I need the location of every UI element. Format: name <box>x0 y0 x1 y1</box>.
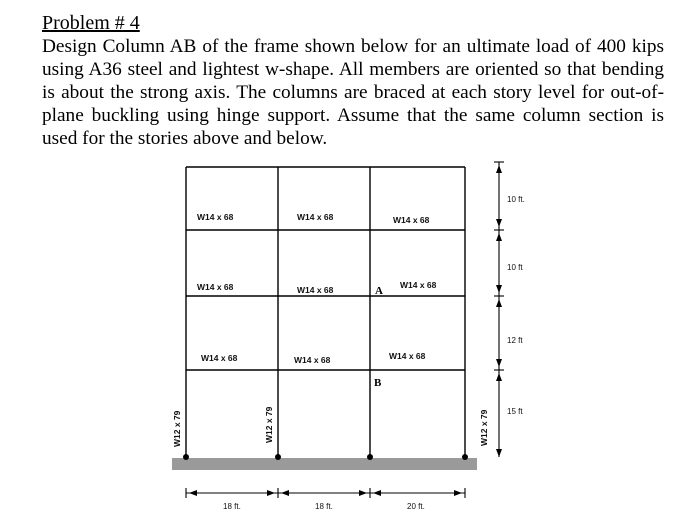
problem-statement: Design Column AB of the frame shown below for an ultimate load of 400 kips using A36 steel and lightest w-shape. All members are oriented so that bending is about the strong axis. The columns are braced at each story level for out-of-plane buckling using hinge support. Assume that the same column section is used for the stories above and below. <box>42 36 664 149</box>
beam-label-l2-b2: W14 x 68 <box>297 285 334 295</box>
beam-label-l2-b1: W14 x 68 <box>197 282 234 292</box>
beam-label-l1-b2: W14 x 68 <box>297 212 334 222</box>
story-height-3: 12 ft <box>507 336 523 345</box>
beam-label-l1-b1: W14 x 68 <box>197 212 234 222</box>
column-label-1: W12 x 79 <box>172 410 182 447</box>
bay-width-2: 18 ft. <box>315 502 333 511</box>
beam-label-l2-b3: W14 x 68 <box>400 280 437 290</box>
horizontal-dimension <box>186 488 465 498</box>
beam-label-l3-b2: W14 x 68 <box>294 355 331 365</box>
beam-label-l1-b3: W14 x 68 <box>393 215 430 225</box>
beam-label-l3-b3: W14 x 68 <box>389 351 426 361</box>
point-b-label: B <box>374 377 382 389</box>
beam-label-l3-b1: W14 x 68 <box>201 353 238 363</box>
story-height-1: 10 ft. <box>507 195 525 204</box>
support-2 <box>275 454 281 460</box>
ground-hatch <box>172 458 477 470</box>
vertical-dimension <box>494 162 504 457</box>
problem-title: Problem # 4 <box>42 12 140 34</box>
story-height-2: 10 ft <box>507 263 523 272</box>
column-label-3: W12 x 79 <box>479 409 489 446</box>
support-4 <box>462 454 468 460</box>
bay-width-1: 18 ft. <box>223 502 241 511</box>
story-height-4: 15 ft <box>507 407 523 416</box>
support-3 <box>367 454 373 460</box>
column-label-2: W12 x 79 <box>264 406 274 443</box>
point-a-label: A <box>375 285 383 297</box>
support-1 <box>183 454 189 460</box>
bay-width-3: 20 ft. <box>407 502 425 511</box>
